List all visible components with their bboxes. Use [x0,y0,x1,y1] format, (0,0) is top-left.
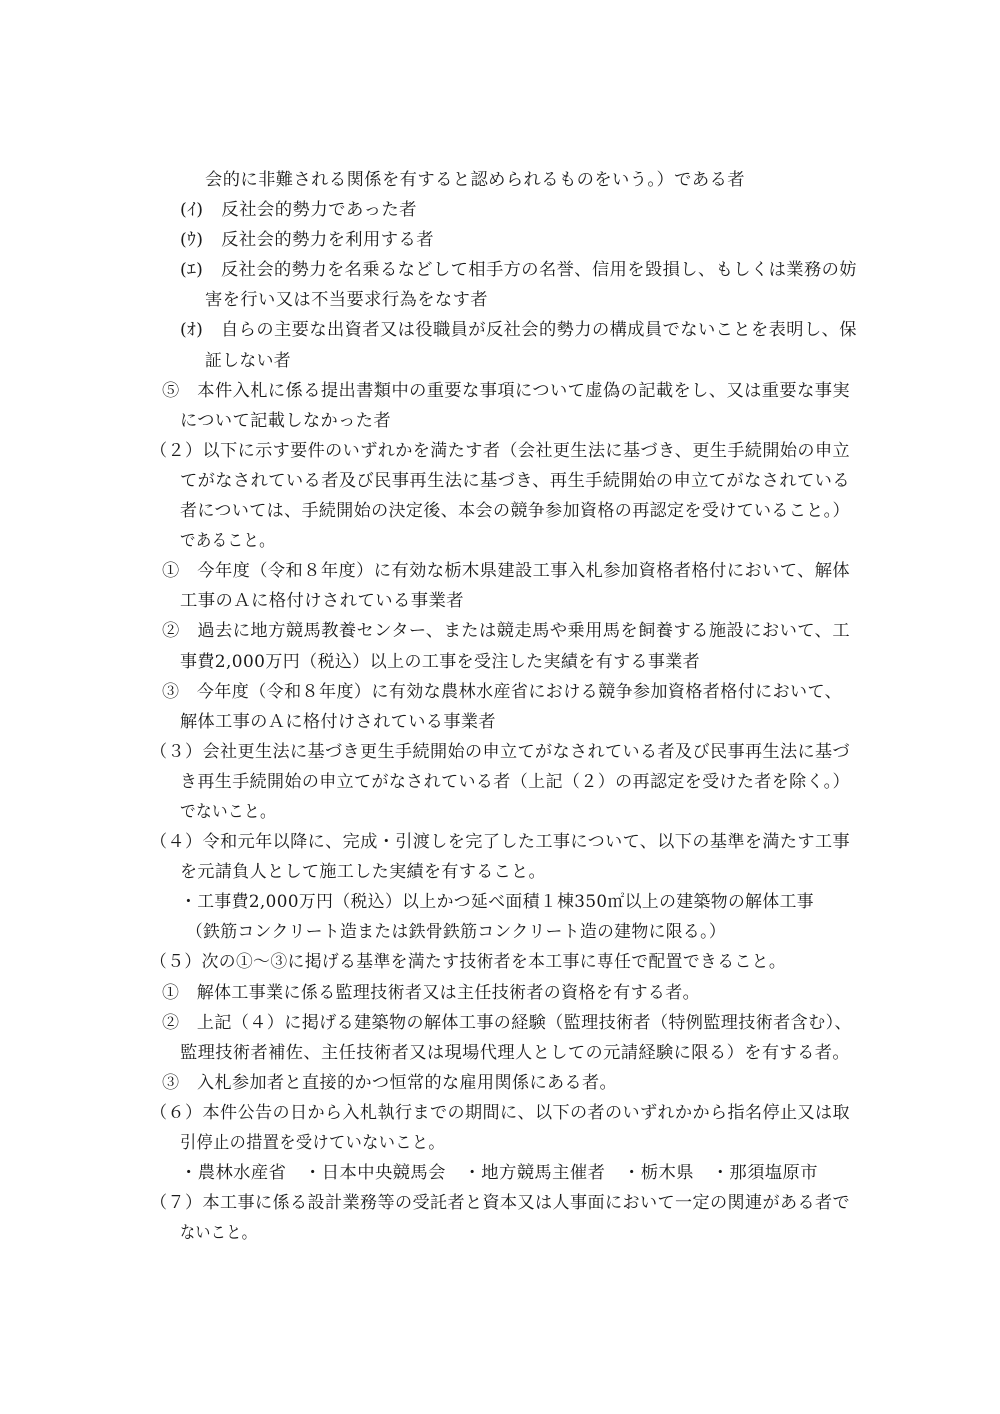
text-line: 解体工事のＡに格付けされている事業者 [180,711,496,732]
text-line: 工事のＡに格付けされている事業者 [180,591,465,612]
text-line: ③ 今年度（令和８年度）に有効な農林水産省における競争参加資格者格付において、 [162,681,843,702]
text-line: （６）本件公告の日から入札執行までの期間に、以下の者のいずれかから指名停止又は取 [150,1102,850,1123]
text-line: (ｴ) 反社会的勢力を名乗るなどして相手方の名誉、信用を毀損し、もしくは業務の妨 [180,260,857,281]
text-line: であること。 [180,531,275,552]
text-line: ② 上記（４）に掲げる建築物の解体工事の経験（監理技術者（特例監理技術者含む）、 [162,1012,852,1033]
text-line: ・農林水産省 ・日本中央競馬会 ・地方競馬主催者 ・栃木県 ・那須塩原市 [180,1163,818,1184]
text-line: 証しない者 [205,350,291,371]
text-line: を元請負人として施工した実績を有すること。 [180,862,546,883]
text-line: (ｳ) 反社会的勢力を利用する者 [180,230,435,251]
text-line: について記載しなかった者 [180,410,391,431]
text-line: （鉄筋コンクリート造または鉄骨鉄筋コンクリート造の建物に限る。） [186,922,727,943]
text-line: 事費2,000万円（税込）以上の工事を受注した実績を有する事業者 [180,651,701,672]
text-line: (ｲ) 反社会的勢力であった者 [180,200,418,221]
text-line: (ｵ) 自らの主要な出資者又は役職員が反社会的勢力の構成員でないことを表明し、保 [180,320,857,341]
document-body [0,165,1000,1248]
text-line: （５）次の①～③に掲げる基準を満たす技術者を本工事に専任で配置できること。 [150,952,787,973]
text-line: ① 今年度（令和８年度）に有効な栃木県建設工事入札参加資格者格付において、解体 [162,561,851,582]
text-line: てがなされている者及び民事再生法に基づき、再生手続開始の申立てがなされている [180,470,850,491]
text-line: 引停止の措置を受けていないこと。 [180,1133,445,1153]
text-line: （３）会社更生法に基づき更生手続開始の申立てがなされている者及び民事再生法に基づ [150,741,850,762]
text-line: （７）本工事に係る設計業務等の受託者と資本又は人事面において一定の関連がある者で [150,1193,850,1214]
text-line: （４）令和元年以降に、完成・引渡しを完了した工事について、以下の基準を満たす工事 [150,832,850,853]
text-line: 会的に非難される関係を有すると認められるものをいう。）である者 [205,170,745,190]
text-line: 害を行い又は不当要求行為をなす者 [205,290,488,311]
text-line: でないこと。 [180,801,277,822]
text-line: 監理技術者補佐、主任技術者又は現場代理人としての元請経験に限る）を有する者。 [180,1042,850,1063]
text-line: ・工事費2,000万円（税込）以上かつ延べ面積１棟350㎡以上の建築物の解体工事 [180,892,815,913]
text-line: ⑤ 本件入札に係る提出書類中の重要な事項について虚偽の記載をし、又は重要な事実 [162,380,851,401]
text-line: （２）以下に示す要件のいずれかを満たす者（会社更生法に基づき、更生手続開始の申立 [150,440,850,461]
text-line: ないこと。 [180,1223,258,1244]
text-line: 者については、手続開始の決定後、本会の競争参加資格の再認定を受けていること。） [180,501,850,522]
text-line: ③ 入札参加者と直接的かつ恒常的な雇用関係にある者。 [162,1072,617,1093]
text-line: ① 解体工事業に係る監理技術者又は主任技術者の資格を有する者。 [162,982,701,1003]
text-line: き再生手続開始の申立てがなされている者（上記（２）の再認定を受けた者を除く。） [180,771,850,792]
text-line: ② 過去に地方競馬教養センター、または競走馬や乗用馬を飼養する施設において、工 [162,621,851,642]
